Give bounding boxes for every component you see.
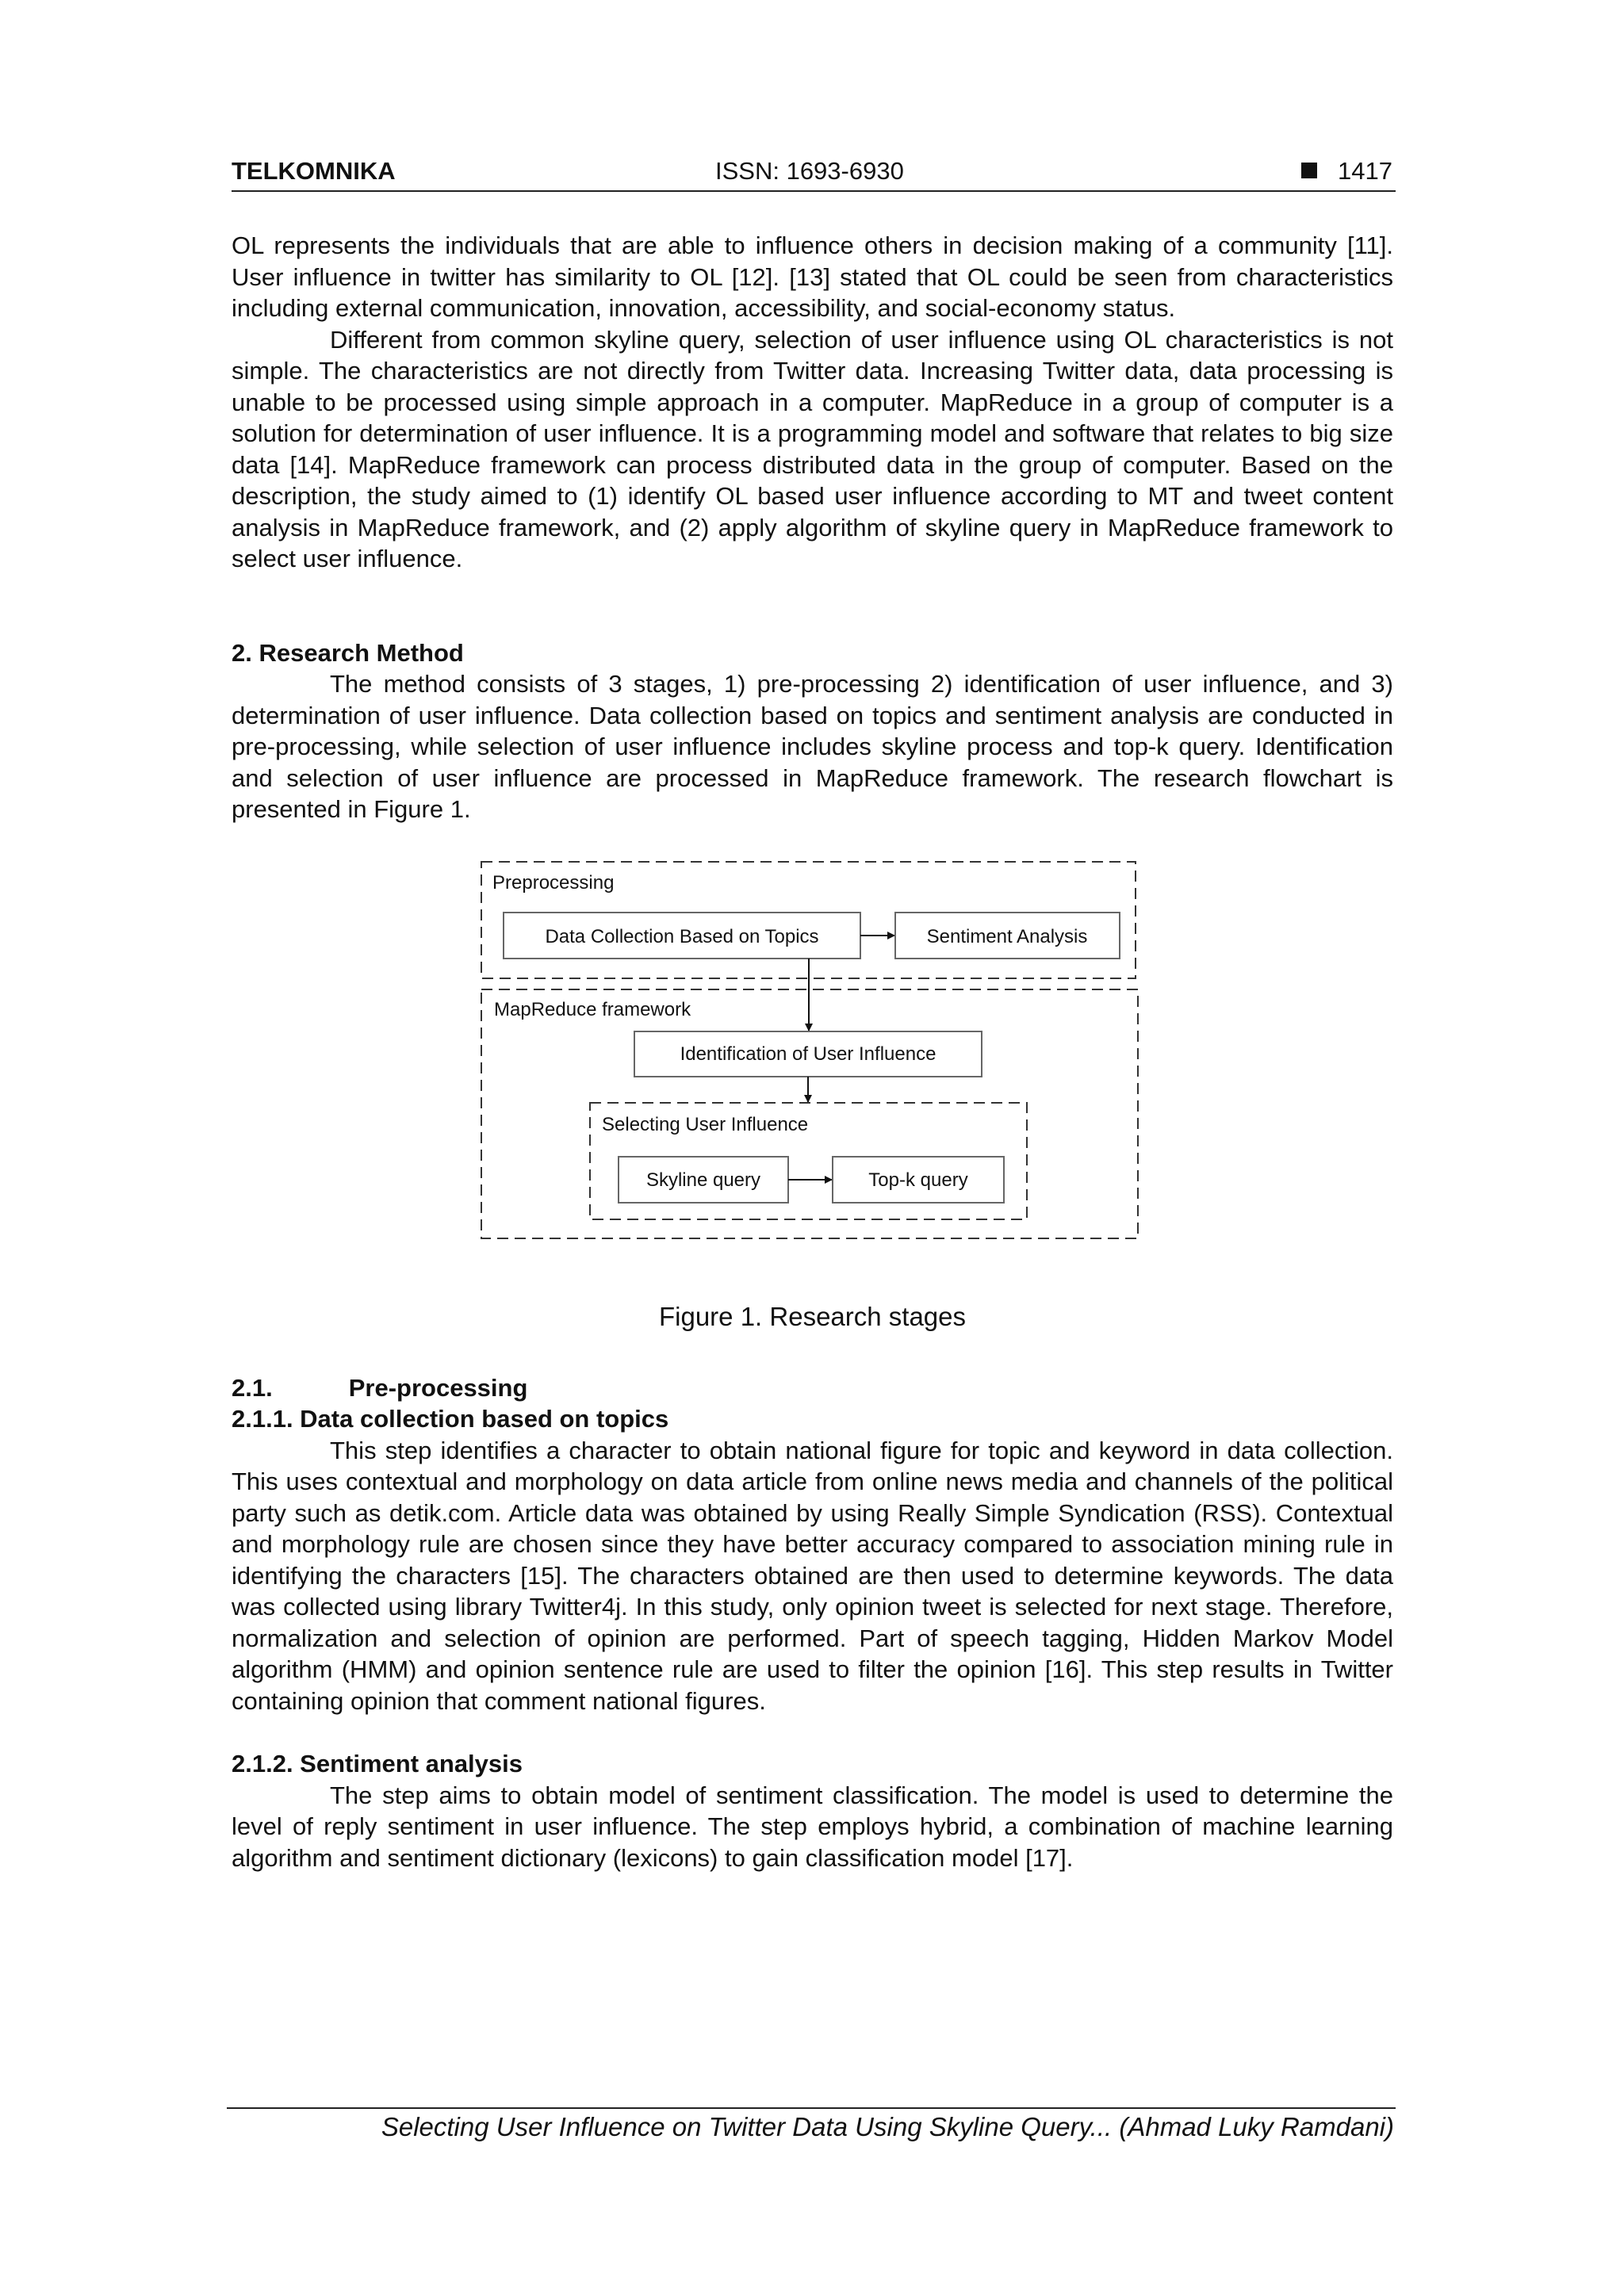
page-header <box>232 155 1396 192</box>
figure-caption: Figure 1. Research stages <box>658 1301 967 1331</box>
topk-query-label: Top-k query <box>868 1169 968 1191</box>
research-stages-diagram <box>232 857 1393 1301</box>
section-2-paragraph: The method consists of 3 stages, 1) pre-processing 2) identification of user influence, and 3) determination of user influence. Data collection based on topics and sentiment analysis are conducted in pre-processing, while selection of user influence includes skyline process and top-k query. Identification and selection of user influence are processed in MapReduce framework. The research flowchart is presented in Figure 1. <box>232 670 1393 823</box>
page-number: 1417 <box>1338 157 1392 185</box>
figure-1 <box>232 857 1393 1372</box>
selecting-label: Selecting User Influence <box>602 1113 809 1135</box>
running-title: Selecting User Influence on Twitter Data Using Skyline Query... (Ahmad Luky Ramdani) <box>381 2112 1394 2141</box>
page-number-block <box>1301 155 1392 187</box>
section-2-1-heading <box>232 1372 1393 1404</box>
square-bullet-icon <box>1301 163 1317 178</box>
section-2-1-2-heading: 2.1.2. Sentiment analysis <box>232 1750 523 1777</box>
issn: ISSN: 1693-6930 <box>715 157 904 185</box>
article-body <box>232 230 1393 1873</box>
intro-paragraph-2: Different from common skyline query, selection of user influence using OL characteristics is not simple. The characteristics are not directly from Twitter data. Increasing Twitter data, data processing is unable to be processed using simple approach in a computer. MapReduce in a group of computer is a solution for determination of user influence. It is a programming model and software that relates to big size data [14]. MapReduce framework can process distributed data in the group of computer. Based on the description, the study aimed to (1) identify OL based user influence according to MT and tweet content analysis in MapReduce framework, and (2) apply algorithm of skyline query in MapReduce framework to select user influence. <box>232 325 1393 572</box>
data-collection-label: Data Collection Based on Topics <box>545 925 819 947</box>
section-2-1-title: Pre-processing <box>348 1373 528 1402</box>
section-2-1-1-paragraph: This step identifies a character to obtain national figure for topic and keyword in data collection. This uses contextual and morphology on data article from online news media and channels of the political party such as detik.com. Article data was obtained by using Really Simple Syndication (RSS). Contextual and morphology rule are chosen since they have better accuracy compared to association mining rule in identifying the characters [15]. The characters obtained are then used to determine keywords. The data was collected using library Twitter4j. In this study, only opinion tweet is selected for next stage. Therefore, normalization and selection of opinion are performed. Part of speech tagging, Hidden Markov Model algorithm (HMM) and opinion sentence rule are used to filter the opinion [16]. This step results in Twitter containing opinion that comment national figures. <box>232 1436 1393 1715</box>
preprocessing-label: Preprocessing <box>492 871 615 894</box>
mapreduce-label: MapReduce framework <box>494 998 691 1020</box>
section-2-1-1-heading: 2.1.1. Data collection based on topics <box>232 1405 669 1433</box>
identification-label: Identification of User Influence <box>680 1043 936 1065</box>
sentiment-analysis-label: Sentiment Analysis <box>926 925 1088 947</box>
page-footer <box>227 2107 1396 2156</box>
section-2-heading: 2. Research Method <box>232 638 464 667</box>
journal-name: TELKOMNIKA <box>232 157 396 185</box>
intro-paragraph-1: OL represents the individuals that are able to influence others in decision making of a community [11]. User influence in twitter has similarity to OL [12]. [13] stated that OL could be seen from characteristics including external communication, innovation, accessibility, and social-economy status. <box>232 232 1393 322</box>
section-2-1-2-paragraph: The step aims to obtain model of sentiment classification. The model is used to determine the level of reply sentiment in user influence. The step employs hybrid, a combination of machine learning algorithm and sentiment dictionary (lexicons) to gain classification model [17]. <box>232 1781 1393 1872</box>
section-2-1-number: 2.1. <box>232 1373 273 1402</box>
skyline-query-label: Skyline query <box>645 1169 761 1191</box>
